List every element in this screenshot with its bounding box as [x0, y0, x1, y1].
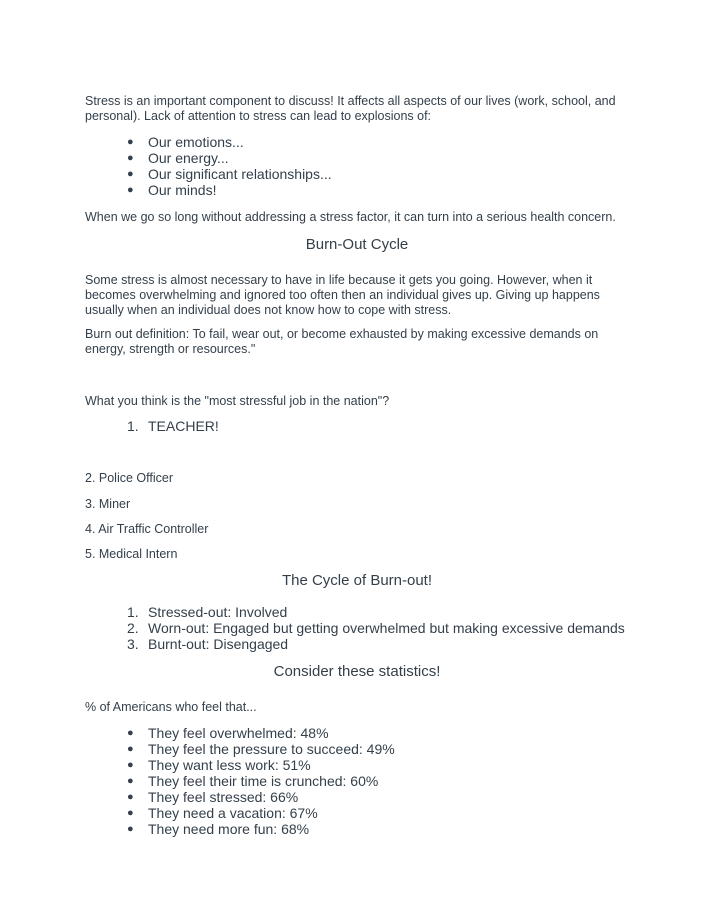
health-concern-paragraph: When we go so long without addressing a stress factor, it can turn into a serious health concern. [85, 210, 616, 224]
list-item: ● They need more fun: 68% [127, 821, 310, 837]
bullet-icon: ● [127, 743, 134, 755]
intro-paragraph: Stress is an important component to discuss! It affects all aspects of our lives (work, school, and personal). Lack of attention to stress can lead to explosions of: [85, 94, 616, 123]
list-number: 3. [127, 636, 139, 652]
definition-paragraph: Burn out definition: To fail, wear out, or become exhausted by making excessive demands on energy, strength or resources." [85, 327, 599, 356]
bullet-icon: ● [127, 823, 134, 835]
list-item: ● Our emotions... [127, 134, 244, 150]
list-item: ● They feel their time is crunched: 60% [127, 773, 379, 789]
explosions-list [85, 134, 332, 198]
list-item: ● They feel the pressure to succeed: 49% [127, 741, 395, 757]
list-item: 1. Stressed-out: Involved [127, 604, 288, 620]
cycle-list [85, 604, 625, 652]
list-item: ● Our minds! [127, 182, 217, 198]
bullet-icon: ● [127, 168, 134, 180]
bullet-icon: ● [127, 791, 134, 803]
list-item: ● They feel stressed: 66% [127, 789, 299, 805]
bullet-icon: ● [127, 136, 134, 148]
jobs-list [85, 418, 219, 434]
burnout-paragraph: Some stress is almost necessary to have in life because it gets you going. However, when it becomes overwhelming and ignored too often then an individual gives up. Giving up happens usually when an individual does not know how to cope with stress. [85, 273, 600, 317]
question-paragraph: What you think is the "most stressful job in the nation"? [85, 394, 390, 408]
list-item: 1. TEACHER! [127, 418, 219, 434]
list-number: 1. [127, 604, 139, 620]
list-item: ● They feel overwhelmed: 48% [127, 725, 329, 741]
list-item: 2. Worn-out: Engaged but getting overwhelmed but making excessive demands [127, 620, 625, 636]
bullet-icon: ● [127, 775, 134, 787]
list-item: 3. Burnt-out: Disengaged [127, 636, 289, 652]
job-item: 5. Medical Intern [85, 547, 178, 561]
list-item: ● Our energy... [127, 150, 229, 166]
bullet-icon: ● [127, 152, 134, 164]
bullet-icon: ● [127, 759, 134, 771]
job-item: 2. Police Officer [85, 471, 174, 485]
list-number: 1. [127, 418, 139, 434]
job-item: 3. Miner [85, 497, 131, 511]
list-item: ● Our significant relationships... [127, 166, 332, 182]
list-number: 2. [127, 620, 139, 636]
list-item: ● They need a vacation: 67% [127, 805, 318, 821]
stats-list [85, 725, 395, 837]
stats-heading: Consider these statistics! [273, 663, 441, 680]
burnout-heading: Burn-Out Cycle [305, 236, 409, 253]
bullet-icon: ● [127, 184, 134, 196]
bullet-icon: ● [127, 807, 134, 819]
list-item: ● They want less work: 51% [127, 757, 311, 773]
job-item: 4. Air Traffic Controller [85, 522, 209, 536]
cycle-heading: The Cycle of Burn-out! [281, 572, 433, 589]
bullet-icon: ● [127, 727, 134, 739]
stats-intro: % of Americans who feel that... [85, 700, 257, 714]
